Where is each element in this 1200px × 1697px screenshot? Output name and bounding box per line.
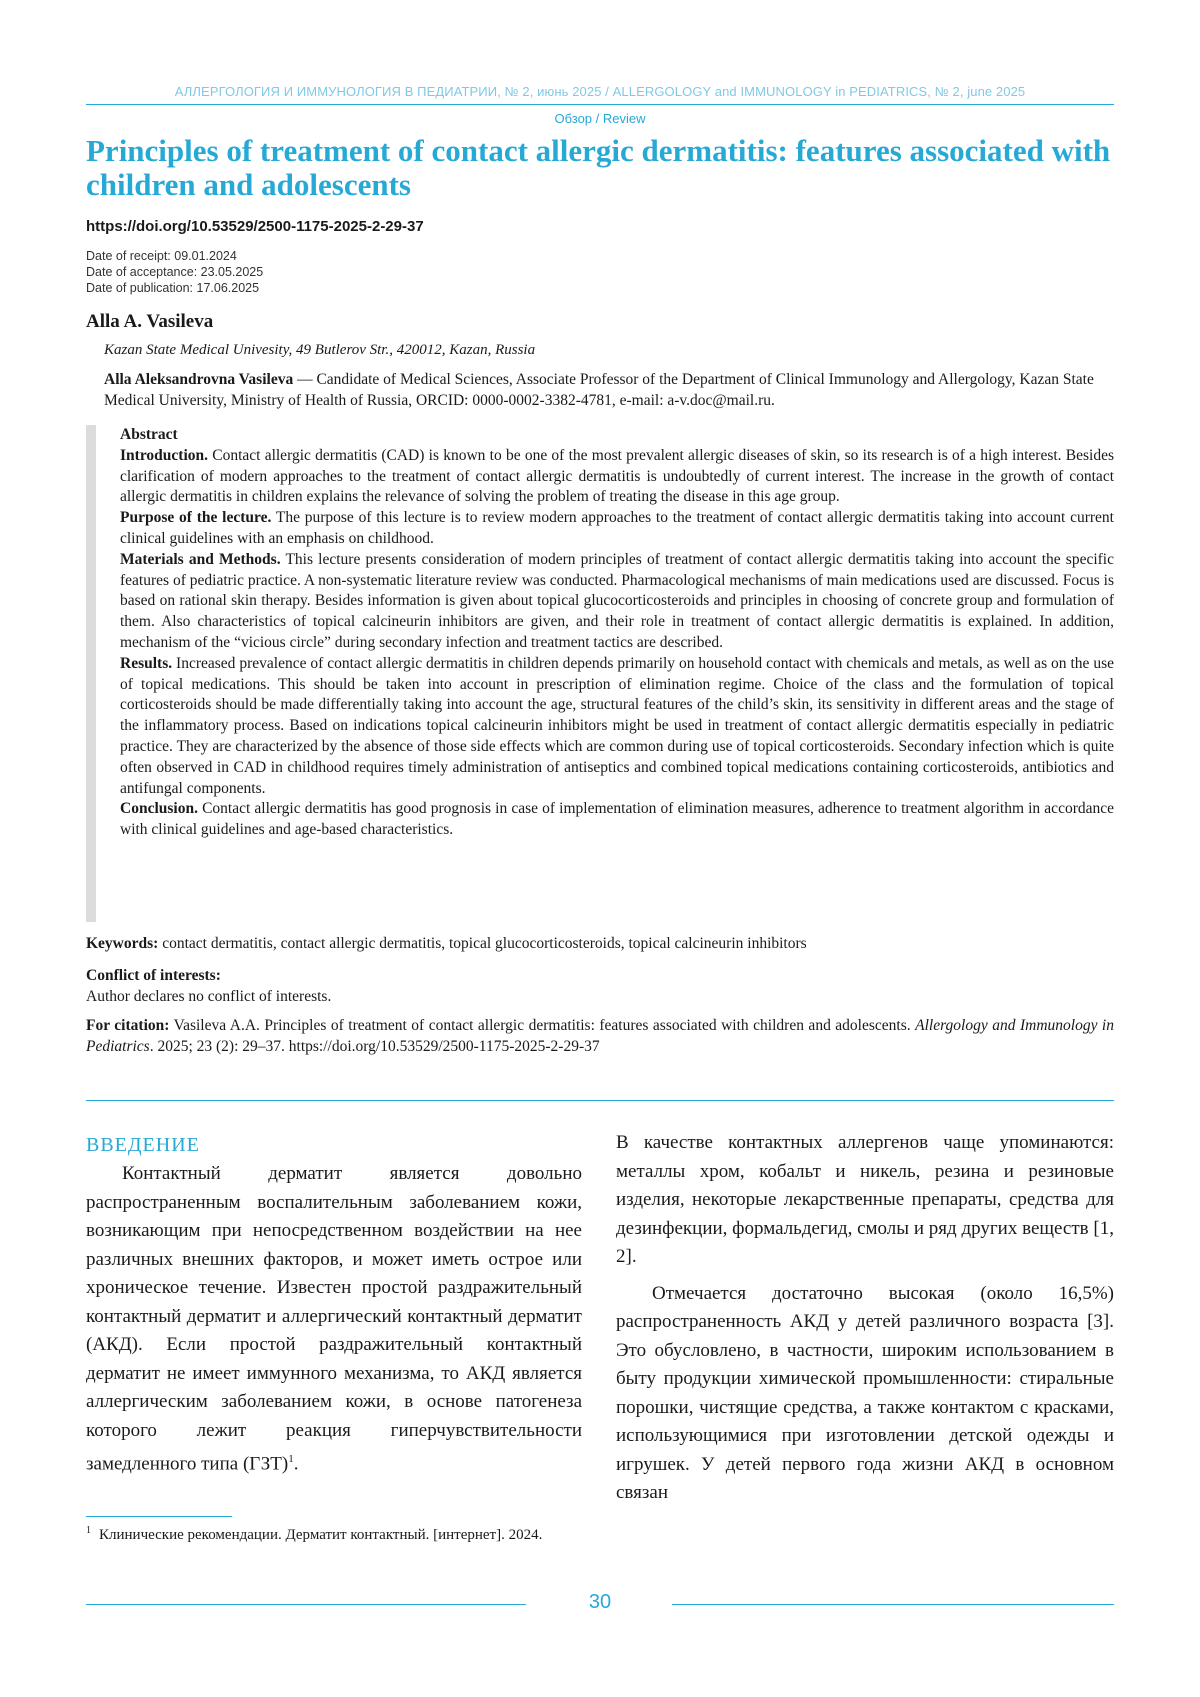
author-info	[104, 369, 1114, 411]
rubric-label: Обзор / Review	[554, 111, 646, 126]
date-receipt: Date of receipt: 09.01.2024	[86, 249, 237, 263]
section-heading: ВВЕДЕНИЕ	[86, 1134, 200, 1156]
date-publication: Date of publication: 17.06.2025	[86, 281, 260, 295]
abstract-results-label: Results.	[120, 654, 173, 672]
abstract-methods-text: This lecture presents consideration of modern principles of treatment of contact allergic dermatitis taking into account the specific features of pediatric practice. A non-systematic literature review was conducted. Pharmacological mechanisms of main medications used are discussed. Focus is based on rational skin therapy. Besides information is given about topical glucocorticosteroids and principles in choosing of concrete group and formulation of them. Also characteristics of topical calcineurin inhibitors are given, and their role in treatment of contact allergic dermatitis is explained. In addition, mechanism of the “vicious circle” during secondary infection and treatment tactics are described.	[120, 550, 1114, 651]
page-rule-right	[672, 1604, 1114, 1605]
footnote-number: 1	[86, 1525, 91, 1536]
abstract-introduction	[120, 446, 1114, 508]
citation-text: Vasileva A.A. Principles of treatment of contact allergic dermatitis: features associated with children and adolescents.	[169, 1017, 916, 1034]
abstract-purpose-label: Purpose of the lecture.	[120, 509, 272, 527]
page-rule-left	[86, 1604, 526, 1605]
abstract-results-text: Increased prevalence of contact allergic dermatitis in children depends primarily on household contact with chemicals and metals, as well as on the use of topical medications. This should be taken into account in prescription of elimination regime. Choice of the class and the formulation of topical corticosteroids should be made differentially taking into account the age, structural features of the child’s skin, its sensitivity in different areas and the stage of the inflammatory process. Based on indications topical calcineurin inhibitors might be used in treatment of contact allergic dermatitis especially in pediatric practice. They are characterized by the absence of those side effects which are common during use of topical corticosteroids. Secondary infection which is quite often observed in CAD in childhood requires timely administration of antiseptics and combined topical medications containing corticosteroids, antibiotics and antifungal components.	[120, 654, 1114, 797]
keywords-label: Keywords:	[86, 935, 159, 952]
author-name: Alla A. Vasileva	[86, 311, 214, 332]
conflict-of-interests	[86, 965, 1114, 1007]
abstract-conclusion-text: Contact allergic dermatitis has good prognosis in case of implementation of elimination measures, adherence to treatment algorithm in accordance with clinical guidelines and age-based characteristics.	[120, 800, 1114, 839]
citation-label: For citation:	[86, 1017, 170, 1034]
author-affiliation: Kazan State Medical Univesity, 49 Butlerov Str., 420012, Kazan, Russia	[104, 342, 536, 358]
abstract-purpose	[120, 508, 1114, 550]
doi-link[interactable]: https://doi.org/10.53529/2500-1175-2025-2-29-37	[86, 218, 424, 235]
abstract-conclusion	[120, 799, 1114, 841]
article-dates	[86, 248, 263, 296]
abstract-intro-text: Contact allergic dermatitis (CAD) is known to be one of the most prevalent allergic diseases of skin, so its research is of a high interest. Besides clarification of modern approaches to the treatment of contact allergic dermatitis is undoubtedly of current interest. The increase in the growth of contact allergic dermatitis in children explains the relevance of solving the problem of treating the disease in this age group.	[120, 446, 1114, 506]
page-number: 30	[588, 1591, 612, 1613]
footnote-ref[interactable]: 1	[288, 1453, 294, 1465]
abstract-methods-label: Materials and Methods.	[120, 550, 281, 568]
footnote	[86, 1525, 542, 1544]
citation-details: . 2025; 23 (2): 29–37. https://doi.org/10.53529/2500-1175-2025-2-29-37	[149, 1038, 600, 1055]
citation	[86, 1015, 1114, 1057]
body-paragraph: Контактный дерматит является довольно распространенным воспалительным заболеванием кожи, возникающим при непосредственном воздействии на нее различных внешних факторов, и может иметь острое или хроническое течение. Известен простой раздражительный контактный дерматит и аллергический контактный дерматит (АКД). Если простой раздражительный контактный дерматит не имеет иммунного механизма, то АКД является аллергическим заболеванием кожи, в основе патогенеза которого лежит реакция гиперчувствительности замедленного типа (ГЗТ)$^1$.	[86, 1163, 582, 1475]
conflict-text: Author declares no conflict of interests.	[86, 988, 332, 1005]
article-title: Principles of treatment of contact allergic dermatitis: features associated with children and adolescents	[86, 133, 1111, 202]
body-paragraph: В качестве контактных аллергенов чаще упоминаются: металлы хром, кобальт и никель, резина и резиновые изделия, некоторые лекарственные препараты, средства для дезинфекции, формальдегид, смолы и ряд других веществ [1, 2].	[616, 1132, 1114, 1267]
citation-journal: Allergology and Immunology in Pediatrics	[86, 1017, 1114, 1055]
body-column-right	[616, 1129, 1114, 1508]
body-divider	[86, 1100, 1114, 1101]
abstract-heading: Abstract	[120, 426, 178, 443]
abstract-intro-label: Introduction.	[120, 446, 208, 464]
author-details: — Candidate of Medical Sciences, Associate Professor of the Department of Clinical Immunology and Allergology, Kazan State Medical University, Ministry of Health of Russia, ORCID: 0000-0002-3382-4781, e-mail: a-v.doc@mail.ru.	[104, 371, 1094, 409]
abstract-side-bar	[86, 425, 96, 922]
footnote-divider	[86, 1516, 232, 1517]
body-paragraph: Отмечается достаточно высокая (около 16,5%) распространенность АКД у детей различного возраста [3]. Это обусловлено, в частности, широким использованием в быту продукции химической промышленности: стиральные порошки, чистящие средства, а также контактом с красками, использующимися при изготовлении детской одежды и игрушек. У детей первого года жизни АКД в основном связан	[616, 1282, 1114, 1503]
conflict-label: Conflict of interests:	[86, 967, 221, 984]
keywords-text: contact dermatitis, contact allergic dermatitis, topical glucocorticosteroids, topical calcineurin inhibitors	[158, 935, 807, 952]
author-full-name: Alla Aleksandrovna Vasileva	[104, 371, 294, 388]
abstract-methods	[120, 550, 1114, 654]
abstract-purpose-text: The purpose of this lecture is to review modern approaches to the treatment of contact allergic dermatitis taking into account current clinical guidelines with an emphasis on childhood.	[120, 509, 1114, 547]
abstract-results	[120, 654, 1114, 800]
date-acceptance: Date of acceptance: 23.05.2025	[86, 265, 264, 279]
abstract	[120, 425, 1114, 841]
body-column-left	[86, 1160, 582, 1479]
footnote-text: Клинические рекомендации. Дерматит контактный. [интернет]. 2024.	[99, 1527, 543, 1543]
header-divider	[86, 104, 1114, 105]
abstract-conclusion-label: Conclusion.	[120, 800, 198, 818]
journal-running-head: АЛЛЕРГОЛОГИЯ И ИММУНОЛОГИЯ В ПЕДИАТРИИ, № 2, июнь 2025 / ALLERGOLOGY and IMMUNOLOGY in PEDIATRICS, № 2, june 2025	[174, 84, 1026, 99]
keywords	[86, 933, 1114, 954]
